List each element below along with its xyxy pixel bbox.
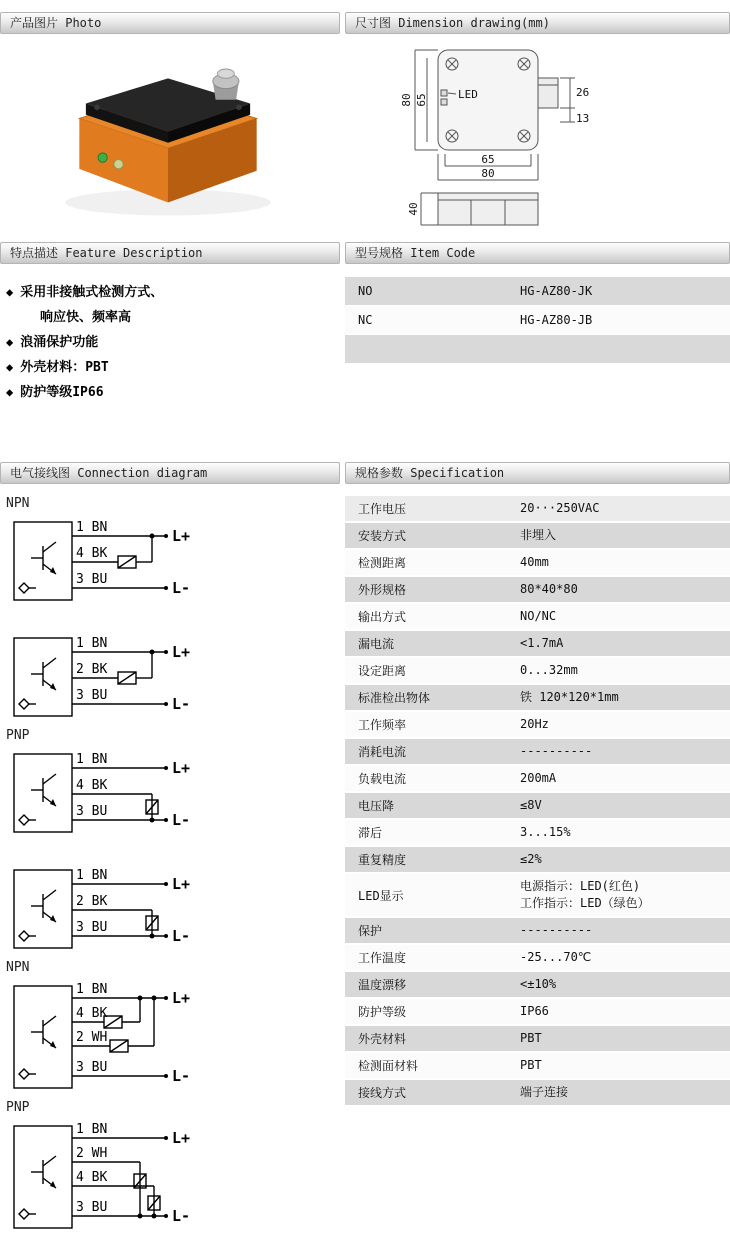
wire-label: 1 BN xyxy=(76,1122,108,1137)
spec-row xyxy=(345,523,730,550)
feature-item xyxy=(6,355,336,380)
spec-row xyxy=(345,1053,730,1080)
item-code-value: HG-AZ80-JK xyxy=(520,284,593,298)
spec-row xyxy=(345,918,730,945)
polarity-label xyxy=(6,844,340,860)
item-code-label: NO xyxy=(358,284,373,298)
l-minus-label: L- xyxy=(172,579,191,597)
dim-13: 13 xyxy=(576,112,590,125)
dimension-area xyxy=(345,34,730,242)
spec-value: 80*40*80 xyxy=(520,582,578,596)
dimension-drawing xyxy=(363,38,703,238)
wiring-diagram-6 xyxy=(6,1100,340,1236)
polarity-label xyxy=(6,612,340,628)
spec-label: 工作电压 xyxy=(358,502,407,516)
spec-value: <1.7mA xyxy=(520,636,564,650)
wire-label: 1 BN xyxy=(76,752,108,767)
product-photo xyxy=(28,44,308,234)
spec-value: <±10% xyxy=(520,977,557,991)
polarity-label: NPN xyxy=(6,496,30,511)
spec-label: 检测面材料 xyxy=(358,1059,419,1073)
wiring-diagram-pnp-3wire xyxy=(6,744,286,840)
wiring-diagram-4 xyxy=(6,844,340,956)
diamond-bullet-icon: ◆ xyxy=(6,360,14,374)
l-plus-label: L+ xyxy=(172,759,191,777)
l-plus-label: L+ xyxy=(172,643,191,661)
dim-65-height: 65 xyxy=(415,93,428,107)
diamond-bullet-icon: ◆ xyxy=(6,385,14,399)
spec-value: 200mA xyxy=(520,771,557,785)
spec-label: 安装方式 xyxy=(358,529,407,543)
feature-item-continuation xyxy=(6,305,336,330)
wire-label: 3 BU xyxy=(76,688,108,703)
sensor-symbol-icon xyxy=(19,1209,29,1219)
section-header-features: 特点描述 Feature Description xyxy=(0,242,340,264)
spec-label: 工作温度 xyxy=(358,951,407,965)
sensor-symbol-icon xyxy=(19,583,29,593)
spec-value: 非埋入 xyxy=(520,528,557,542)
wiring-diagram-npn-4wire xyxy=(6,976,286,1096)
connection-diagrams xyxy=(0,484,340,1240)
spec-value: ---------- xyxy=(520,744,593,758)
yellow-led-indicator xyxy=(114,160,123,169)
feature-item xyxy=(6,380,336,405)
spec-label: 接线方式 xyxy=(358,1086,407,1100)
spec-label: 工作频率 xyxy=(358,718,407,732)
sensor-symbol-icon xyxy=(19,699,29,709)
wiring-diagram-3wire xyxy=(6,860,286,956)
wire-label: 3 BU xyxy=(76,920,108,935)
wire-label: 2 BK xyxy=(76,662,108,677)
spec-value-line1: 电源指示：LED(红色) xyxy=(520,879,641,893)
spec-label: LED显示 xyxy=(358,888,404,903)
spec-value: ≤2% xyxy=(520,852,542,866)
l-plus-label: L+ xyxy=(172,989,191,1007)
polarity-label: PNP xyxy=(6,1100,30,1115)
spec-value: 铁 120*120*1mm xyxy=(520,690,619,704)
l-plus-label: L+ xyxy=(172,1129,191,1147)
l-minus-label: L- xyxy=(172,811,191,829)
wire-label: 3 BU xyxy=(76,572,108,587)
spec-row xyxy=(345,631,730,658)
sensor-symbol-icon xyxy=(19,931,29,941)
feature-text: 采用非接触式检测方式、 xyxy=(20,285,164,300)
wire-label: 3 BU xyxy=(76,804,108,819)
spec-row xyxy=(345,1026,730,1053)
wiring-diagram-3wire xyxy=(6,628,286,724)
item-code-label xyxy=(345,335,520,363)
wiring-diagram-1 xyxy=(6,496,340,608)
spec-row xyxy=(345,550,730,577)
spec-value: ---------- xyxy=(520,923,593,937)
wire-label: 4 BK xyxy=(76,546,108,561)
item-code-row-empty xyxy=(345,335,730,364)
polarity-label: PNP xyxy=(6,728,30,743)
spec-row xyxy=(345,793,730,820)
feature-text: 外壳材料：PBT xyxy=(20,360,109,375)
led-label: LED xyxy=(458,88,478,101)
item-code-row xyxy=(345,277,730,306)
spec-label: 输出方式 xyxy=(358,610,407,624)
spec-value-line2: 工作指示：LED（绿色） xyxy=(520,896,650,910)
l-minus-label: L- xyxy=(172,1207,191,1225)
spec-value: PBT xyxy=(520,1031,542,1045)
l-minus-label: L- xyxy=(172,695,191,713)
green-led-indicator xyxy=(98,153,107,162)
spec-label: 检测距离 xyxy=(358,556,407,570)
dim-80-width: 80 xyxy=(481,167,495,180)
spec-row xyxy=(345,685,730,712)
spec-row xyxy=(345,1080,730,1107)
spec-value: 20Hz xyxy=(520,717,549,731)
l-minus-label: L- xyxy=(172,927,191,945)
feature-text: 浪涌保护功能 xyxy=(20,335,99,350)
spec-label: 外壳材料 xyxy=(358,1032,407,1046)
spec-row xyxy=(345,739,730,766)
wire-label: 2 BK xyxy=(76,894,108,909)
feature-list xyxy=(0,264,340,436)
section-header-connection: 电气接线图 Connection diagram xyxy=(0,462,340,484)
spec-value: 端子连接 xyxy=(520,1085,569,1099)
wire-label: 1 BN xyxy=(76,520,108,535)
spec-row xyxy=(345,847,730,874)
wiring-diagram-3 xyxy=(6,728,340,840)
spec-value: ≤8V xyxy=(520,798,542,812)
feature-item xyxy=(6,280,336,305)
sensor-symbol-icon xyxy=(19,815,29,825)
wire-label: 3 BU xyxy=(76,1200,108,1215)
spec-label: 漏电流 xyxy=(358,637,395,651)
spec-label: 负载电流 xyxy=(358,772,407,786)
wiring-diagram-2 xyxy=(6,612,340,724)
dim-26: 26 xyxy=(576,86,590,99)
spec-row xyxy=(345,999,730,1026)
diamond-bullet-icon: ◆ xyxy=(6,285,14,299)
dim-40-side: 40 xyxy=(407,202,420,216)
polarity-label: NPN xyxy=(6,960,30,975)
feature-item xyxy=(6,330,336,355)
wire-label: 1 BN xyxy=(76,982,108,997)
diamond-bullet-icon: ◆ xyxy=(6,335,14,349)
photo-area xyxy=(0,34,340,242)
item-code-value xyxy=(520,335,730,363)
spec-label: 温度漂移 xyxy=(358,978,407,992)
item-code-table xyxy=(345,264,730,436)
spec-label: 保护 xyxy=(358,924,383,938)
dim-65-width: 65 xyxy=(481,153,495,166)
wiring-diagram-npn-3wire xyxy=(6,512,286,608)
wire-label: 1 BN xyxy=(76,868,108,883)
wire-label: 2 WH xyxy=(76,1146,108,1161)
wiring-diagram-5 xyxy=(6,960,340,1096)
spec-label: 外形规格 xyxy=(358,583,407,597)
section-header-item-code: 型号规格 Item Code xyxy=(345,242,730,264)
spec-label: 滞后 xyxy=(358,826,383,840)
item-code-row xyxy=(345,306,730,335)
spec-value: PBT xyxy=(520,1058,542,1072)
spec-value: -25...70℃ xyxy=(520,950,592,964)
spec-value: 3...15% xyxy=(520,825,571,839)
spec-row-led xyxy=(345,874,730,918)
spec-row xyxy=(345,604,730,631)
spec-row xyxy=(345,972,730,999)
spec-row xyxy=(345,496,730,523)
wire-label: 4 BK xyxy=(76,778,108,793)
wire-label: 3 BU xyxy=(76,1060,108,1075)
spec-row xyxy=(345,712,730,739)
item-code-label: NC xyxy=(358,313,373,327)
spec-row xyxy=(345,766,730,793)
wire-label: 2 WH xyxy=(76,1030,108,1045)
wire-label: 4 BK xyxy=(76,1170,108,1185)
section-header-dimension: 尺寸图 Dimension drawing(mm) xyxy=(345,12,730,34)
sensor-symbol-icon xyxy=(19,1069,29,1079)
spec-value xyxy=(520,874,730,916)
wire-label: 4 BK xyxy=(76,1006,108,1021)
item-code-value: HG-AZ80-JB xyxy=(520,313,593,327)
section-header-specification: 规格参数 Specification xyxy=(345,462,730,484)
feature-text: 响应快、频率高 xyxy=(40,310,132,325)
dim-80-height: 80 xyxy=(400,93,413,107)
wiring-diagram-pnp-4wire xyxy=(6,1116,286,1236)
spec-value: 0...32mm xyxy=(520,663,578,677)
spec-label: 标准检出物体 xyxy=(358,691,431,705)
spec-label: 电压降 xyxy=(358,799,395,813)
spec-row xyxy=(345,820,730,847)
l-minus-label: L- xyxy=(172,1067,191,1085)
specification-table xyxy=(345,496,730,1107)
spec-label: 消耗电流 xyxy=(358,745,407,759)
spec-value: 40mm xyxy=(520,555,549,569)
spec-value: 20···250VAC xyxy=(520,501,600,515)
l-plus-label: L+ xyxy=(172,527,191,545)
spec-row xyxy=(345,658,730,685)
wire-label: 1 BN xyxy=(76,636,108,651)
spec-row xyxy=(345,945,730,972)
spec-label: 设定距离 xyxy=(358,664,407,678)
spec-value: IP66 xyxy=(520,1004,549,1018)
spec-label: 防护等级 xyxy=(358,1005,407,1019)
feature-text: 防护等级IP66 xyxy=(20,385,104,400)
spec-value: NO/NC xyxy=(520,609,557,623)
spec-row xyxy=(345,577,730,604)
section-header-photo: 产品图片 Photo xyxy=(0,12,340,34)
spec-label: 重复精度 xyxy=(358,853,407,867)
l-plus-label: L+ xyxy=(172,875,191,893)
